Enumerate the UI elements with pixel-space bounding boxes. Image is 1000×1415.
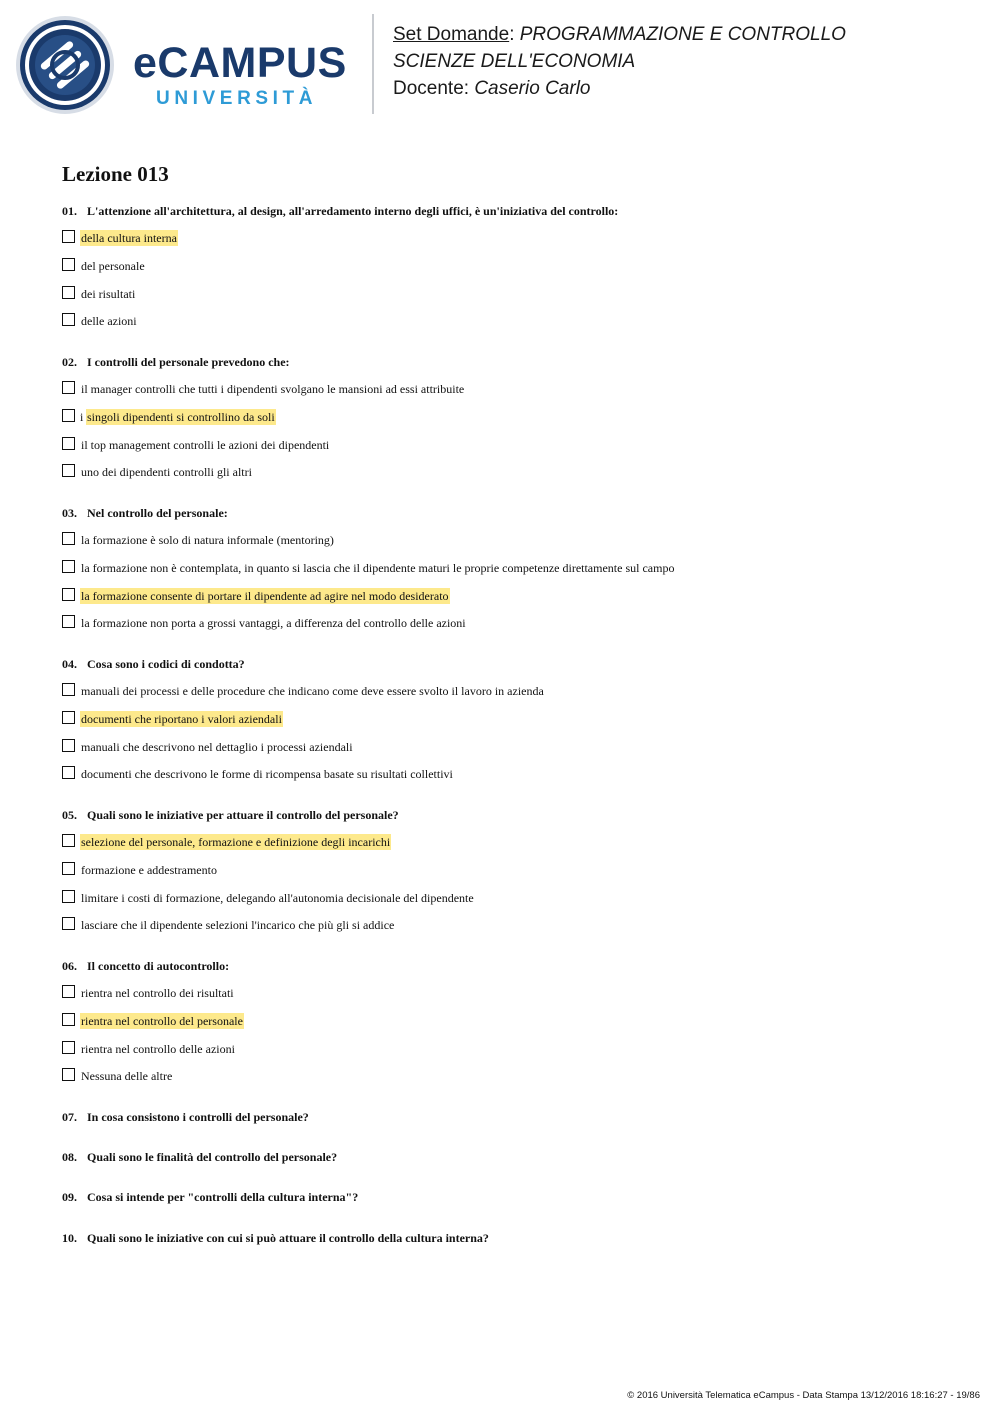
answer-text: formazione e addestramento (81, 862, 217, 877)
answer-checkbox[interactable] (62, 560, 75, 573)
question-text (62, 354, 962, 370)
answer-checkbox[interactable] (62, 683, 75, 696)
set-colon: : (509, 24, 515, 45)
answer-text: il top management controlli le azioni dei dipendenti (81, 437, 330, 452)
answer-text: uno dei dipendenti controlli gli altri (81, 465, 252, 480)
course-info-line-1 (393, 21, 973, 48)
question-text (62, 1230, 962, 1246)
question-01 (62, 203, 962, 329)
answer-checkbox[interactable] (62, 985, 75, 998)
answer-text-highlighted: rientra nel controllo del personale (81, 1013, 243, 1028)
answer-checkbox[interactable] (62, 1013, 75, 1026)
teacher-name: Caserio Carlo (474, 78, 591, 99)
question-number: 04. (62, 657, 77, 671)
question-number: 06. (62, 959, 77, 973)
question-label: Cosa sono i codici di condotta? (87, 657, 245, 671)
question-04 (62, 656, 962, 782)
ecampus-logo-wordmark (133, 40, 358, 112)
question-03 (62, 505, 962, 631)
question-label: L'attenzione all'architettura, al design, all'arredamento interno degli uffici, è un'iniziativa del controllo: (87, 204, 619, 218)
answer-checkbox[interactable] (62, 862, 75, 875)
answer-text: la formazione non porta a grossi vantaggi, a differenza del controllo delle azioni (81, 616, 466, 631)
question-05 (62, 807, 962, 933)
answer-text: dei risultati (81, 286, 136, 301)
question-number: 01. (62, 204, 77, 218)
course-title-line-2: SCIENZE DELL'ECONOMIA (393, 51, 636, 72)
question-09 (62, 1189, 962, 1205)
question-text (62, 1149, 962, 1165)
question-text (62, 1189, 962, 1205)
question-label: Quali sono le iniziative per attuare il controllo del personale? (87, 808, 399, 822)
answer-text: la formazione è solo di natura informale (mentoring) (81, 533, 334, 547)
answer-checkbox[interactable] (62, 313, 75, 326)
answer-checkbox[interactable] (62, 437, 75, 450)
answer-checkbox[interactable] (62, 258, 75, 271)
answer-text: manuali dei processi e delle procedure che indicano come deve essere svolto il lavoro in azienda (81, 684, 544, 698)
course-info (393, 21, 973, 102)
answer-checkbox[interactable] (62, 286, 75, 299)
question-02 (62, 354, 962, 480)
answer-checkbox[interactable] (62, 1041, 75, 1054)
question-label: Quali sono le finalità del controllo del personale? (87, 1150, 338, 1164)
question-08 (62, 1149, 962, 1165)
question-number: 02. (62, 355, 77, 369)
question-07 (62, 1109, 962, 1125)
lesson-title: Lezione 013 (62, 162, 169, 186)
question-text (62, 958, 962, 974)
logo-sub-text: UNIVERSITÀ (156, 88, 318, 109)
answer-checkbox[interactable] (62, 917, 75, 930)
answer-text: rientra nel controllo delle azioni (81, 1041, 235, 1056)
answer-checkbox[interactable] (62, 1068, 75, 1081)
question-text (62, 203, 962, 219)
course-info-line-3 (393, 75, 973, 102)
answer-checkbox[interactable] (62, 409, 75, 422)
answer-checkbox[interactable] (62, 711, 75, 724)
question-number: 03. (62, 506, 77, 520)
answer-text-highlighted: la formazione consente di portare il dipendente ad agire nel modo desiderato (81, 588, 449, 603)
answer-checkbox[interactable] (62, 532, 75, 545)
answer-text-highlighted: singoli dipendenti si controllino da soli (87, 409, 275, 424)
answer-text: la formazione non è contemplata, in quanto si lascia che il dipendente maturi le proprie competenze direttamente sul campo (81, 560, 675, 575)
answer-text-highlighted: selezione del personale, formazione e definizione degli incarichi (81, 835, 391, 849)
answer-checkbox[interactable] (62, 588, 75, 601)
logo-main-text: eCAMPUS (133, 39, 347, 87)
question-text (62, 1109, 962, 1125)
question-number: 09. (62, 1190, 77, 1204)
question-label: Quali sono le iniziative con cui si può attuare il controllo della cultura interna? (87, 1231, 489, 1245)
answer-text: manuali che descrivono nel dettaglio i processi aziendali (81, 739, 353, 754)
answer-text: lasciare che il dipendente selezioni l'incarico che più gli si addice (81, 918, 395, 933)
teacher-label: Docente: (393, 78, 470, 99)
answer-checkbox[interactable] (62, 464, 75, 477)
header-divider (372, 14, 374, 114)
answer-checkbox[interactable] (62, 381, 75, 394)
question-label: Cosa si intende per "controlli della cultura interna"? (87, 1190, 359, 1204)
answer-text: il manager controlli che tutti i dipendenti svolgano le mansioni ad essi attribuite (81, 382, 465, 396)
question-label: I controlli del personale prevedono che: (87, 355, 290, 369)
ecampus-logo-emblem (15, 15, 115, 115)
course-title-line-1: PROGRAMMAZIONE E CONTROLLO (519, 24, 846, 45)
set-label: Set Domande (393, 24, 510, 45)
question-label: Nel controllo del personale: (87, 506, 228, 520)
question-text (62, 807, 962, 823)
answer-checkbox[interactable] (62, 739, 75, 752)
answer-text: rientra nel controllo dei risultati (81, 986, 234, 1000)
answer-text: documenti che descrivono le forme di ricompensa basate su risultati collettivi (81, 767, 453, 782)
question-text (62, 505, 962, 521)
answer-text: limitare i costi di formazione, delegando all'autonomia decisionale del dipendente (81, 890, 474, 905)
question-number: 07. (62, 1110, 77, 1124)
answer-checkbox[interactable] (62, 890, 75, 903)
footer-copyright: © 2016 Università Telematica eCampus - Data Stampa 13/12/2016 18:16:27 - 19/86 (627, 1390, 980, 1401)
answer-text: Nessuna delle altre (81, 1069, 173, 1084)
question-text (62, 656, 962, 672)
question-10 (62, 1230, 962, 1246)
answer-prefix: i (80, 409, 84, 424)
question-number: 05. (62, 808, 77, 822)
answer-checkbox[interactable] (62, 766, 75, 779)
answer-text-highlighted: della cultura interna (81, 231, 177, 245)
answer-text: del personale (81, 258, 145, 273)
question-label: In cosa consistono i controlli del personale? (87, 1110, 309, 1124)
answer-checkbox[interactable] (62, 615, 75, 628)
question-06 (62, 958, 962, 1084)
answer-text-highlighted: documenti che riportano i valori aziendali (81, 711, 282, 726)
answer-text: delle azioni (81, 314, 137, 329)
question-number: 08. (62, 1150, 77, 1164)
question-number: 10. (62, 1231, 77, 1245)
question-label: Il concetto di autocontrollo: (87, 959, 230, 973)
answer-checkbox[interactable] (62, 834, 75, 847)
answer-checkbox[interactable] (62, 230, 75, 243)
